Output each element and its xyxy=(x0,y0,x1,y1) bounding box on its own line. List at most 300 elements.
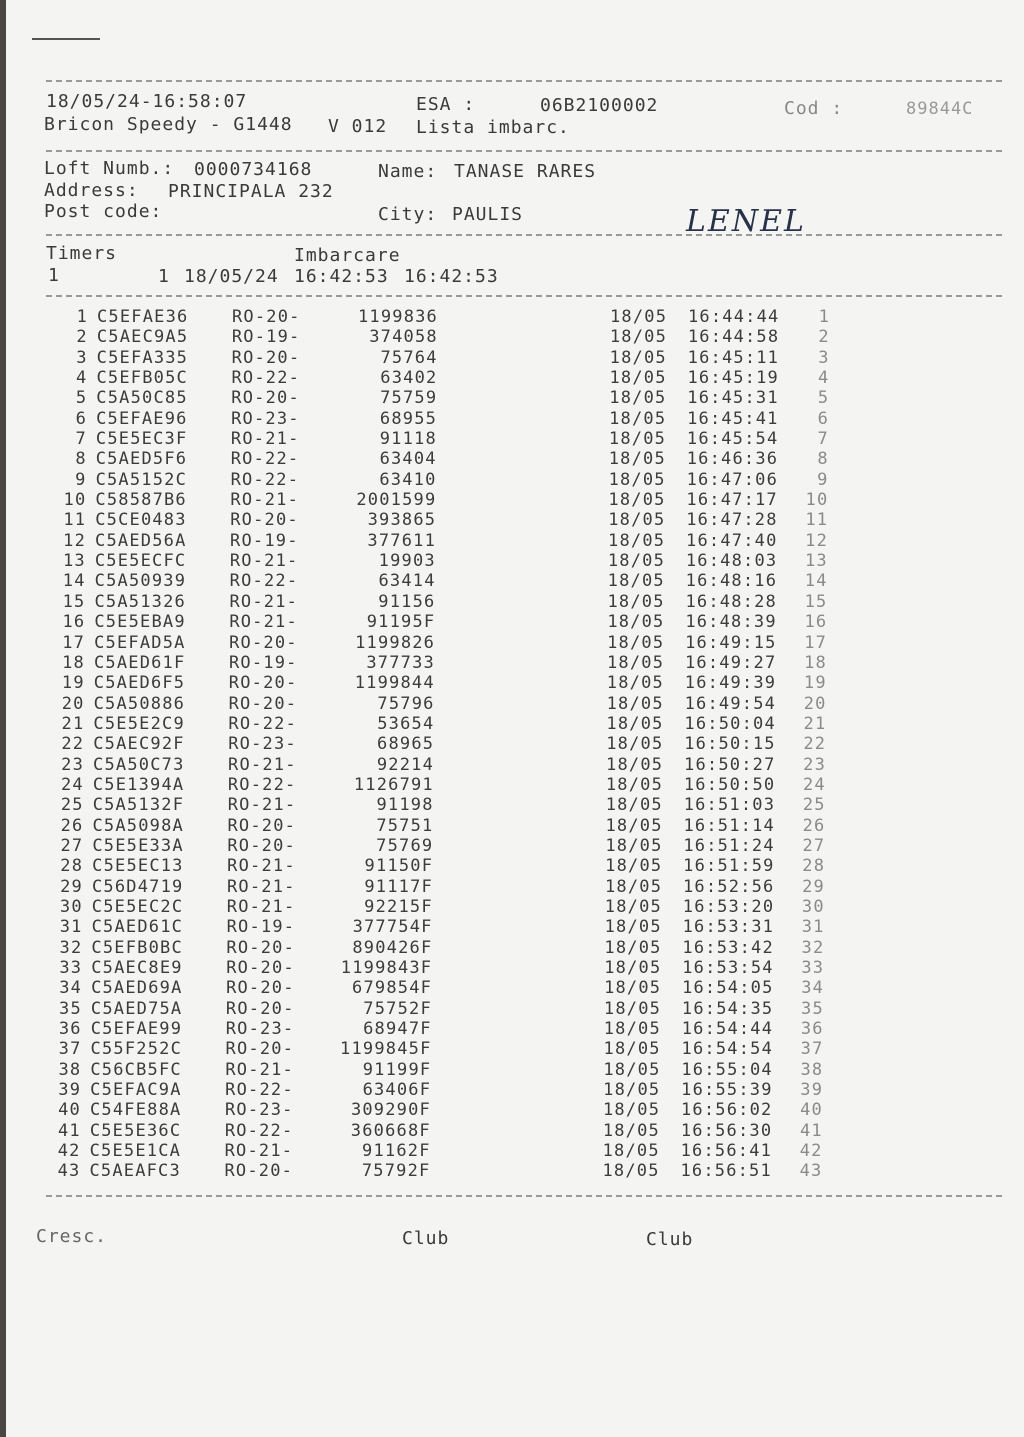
row-index: 40 xyxy=(800,1100,823,1121)
ring-code: C5EFAD5A xyxy=(94,632,186,653)
arrival-date: 18/05 xyxy=(604,958,662,978)
ring-country-year: RO-21- xyxy=(229,551,299,572)
row-index: 31 xyxy=(801,917,825,938)
ring-number: 309290F xyxy=(350,1100,431,1121)
ring-country-year: RO-19- xyxy=(226,917,296,938)
ring-country-year: RO-23- xyxy=(224,1100,294,1121)
arrival-date: 18/05 xyxy=(607,632,665,653)
ring-country-year: RO-21- xyxy=(230,429,300,450)
ring-number: 2001599 xyxy=(356,490,437,511)
ring-code: C5E5E33A xyxy=(92,835,184,856)
ring-country-year: RO-21- xyxy=(225,1059,294,1080)
table-row xyxy=(5,409,1023,429)
row-index: 29 xyxy=(802,876,825,897)
row-number: 17 xyxy=(62,632,86,653)
table-row xyxy=(0,1141,1017,1161)
row-index: 15 xyxy=(804,591,828,612)
arrival-date: 18/05 xyxy=(605,774,664,795)
arrival-date: 18/05 xyxy=(607,612,665,633)
row-number: 28 xyxy=(60,856,84,877)
arrival-time: 16:45:11 xyxy=(687,347,780,368)
arrival-date: 18/05 xyxy=(605,815,663,836)
ring-number: 91150F xyxy=(364,856,434,877)
row-number: 19 xyxy=(61,673,85,694)
ring-country-year: RO-21- xyxy=(228,754,297,775)
ring-country-year: RO-21- xyxy=(229,612,298,633)
timer-time-end: 16:42:53 xyxy=(404,266,499,287)
row-index: 36 xyxy=(800,1019,824,1040)
cresc-label: Cresc. xyxy=(36,1226,108,1247)
arrival-time: 16:51:59 xyxy=(683,856,775,877)
row-index: 16 xyxy=(804,612,828,633)
arrival-time: 16:47:40 xyxy=(686,530,778,551)
ring-code: C5EFAE36 xyxy=(97,307,189,327)
arrival-time: 16:53:20 xyxy=(682,896,775,917)
timer-count: 1 xyxy=(158,266,170,287)
table-row xyxy=(0,1039,1018,1059)
table-row xyxy=(4,531,1022,551)
row-number: 10 xyxy=(63,490,87,511)
arrival-date: 18/05 xyxy=(608,510,666,531)
ring-code: C5AED61F xyxy=(93,652,186,673)
address-label: Address: xyxy=(44,180,139,201)
row-number: 2 xyxy=(76,327,88,348)
arrival-time: 16:54:35 xyxy=(681,998,774,1019)
ring-country-year: RO-21- xyxy=(224,1141,294,1162)
ring-country-year: RO-22- xyxy=(230,449,300,470)
ring-number: 75769 xyxy=(376,835,434,856)
row-number: 7 xyxy=(75,429,87,450)
row-index: 10 xyxy=(805,490,829,511)
row-index: 19 xyxy=(803,673,827,694)
arrival-date: 18/05 xyxy=(605,856,663,877)
ring-number: 63404 xyxy=(379,449,437,470)
row-number: 9 xyxy=(75,469,87,490)
address-value: PRINCIPALA 232 xyxy=(168,181,334,202)
ring-number: 75792F xyxy=(361,1161,431,1182)
arrival-date: 18/05 xyxy=(603,1019,661,1040)
row-index: 25 xyxy=(802,795,826,816)
ring-number: 91195F xyxy=(366,612,436,633)
row-index: 4 xyxy=(818,368,830,389)
row-index: 34 xyxy=(801,978,825,999)
ring-code: C5EFAC9A xyxy=(90,1080,182,1101)
ring-number: 91118 xyxy=(379,429,437,450)
ring-number: 360668F xyxy=(350,1120,431,1141)
arrival-time: 16:54:44 xyxy=(681,1019,774,1040)
ring-country-year: RO-19- xyxy=(230,530,299,551)
ring-country-year: RO-20- xyxy=(231,388,300,409)
row-index: 20 xyxy=(803,693,827,714)
ring-country-year: RO-22- xyxy=(224,1120,294,1141)
list-title: Lista imbarc. xyxy=(416,117,570,138)
row-index: 35 xyxy=(801,998,824,1019)
device-name: Bricon Speedy - G1448 xyxy=(44,114,293,135)
row-index: 41 xyxy=(799,1120,823,1141)
ring-country-year: RO-20- xyxy=(226,958,295,978)
ring-number: 63406F xyxy=(362,1080,432,1101)
row-index: 37 xyxy=(800,1039,824,1060)
row-index: 14 xyxy=(804,571,828,592)
ring-number: 377611 xyxy=(367,530,437,551)
ring-number: 92215F xyxy=(364,896,433,917)
arrival-time: 16:48:03 xyxy=(685,551,778,572)
city-value: PAULIS xyxy=(452,204,524,225)
arrival-date: 18/05 xyxy=(605,835,663,856)
row-index: 2 xyxy=(818,327,830,348)
ring-number: 68965 xyxy=(377,734,435,755)
row-number: 22 xyxy=(61,734,85,755)
row-index: 13 xyxy=(804,551,828,572)
arrival-time: 16:50:50 xyxy=(683,774,776,795)
printed-receipt xyxy=(6,0,1024,1437)
ring-code: C5E5E1CA xyxy=(89,1141,182,1162)
arrival-time: 16:55:04 xyxy=(681,1059,773,1080)
ring-country-year: RO-20- xyxy=(228,673,298,694)
club-label-1: Club xyxy=(402,1228,450,1249)
ring-code: C5A50886 xyxy=(93,693,186,714)
table-row xyxy=(4,510,1022,530)
ring-number: 91162F xyxy=(362,1141,431,1162)
loft-number-label: Loft Numb.: xyxy=(44,158,175,179)
row-number: 18 xyxy=(62,652,85,673)
arrival-date: 18/05 xyxy=(606,754,664,775)
ring-code: C56CB5FC xyxy=(90,1059,182,1080)
ring-country-year: RO-20- xyxy=(228,693,298,714)
ring-code: C5AED5F6 xyxy=(95,449,188,470)
row-number: 16 xyxy=(62,612,86,633)
ring-number: 68947F xyxy=(363,1019,432,1040)
ring-country-year: RO-20- xyxy=(230,510,299,531)
ring-code: C5EFA335 xyxy=(96,347,189,368)
arrival-time: 16:47:06 xyxy=(686,469,779,490)
ring-country-year: RO-20- xyxy=(227,815,297,836)
arrival-time: 16:45:54 xyxy=(686,429,779,450)
row-number: 23 xyxy=(61,754,85,775)
arrival-date: 18/05 xyxy=(608,530,666,551)
ring-country-year: RO-21- xyxy=(226,896,296,917)
arrival-time: 16:54:54 xyxy=(681,1039,774,1060)
table-row xyxy=(1,897,1019,917)
ring-number: 75759 xyxy=(380,388,438,409)
row-index: 6 xyxy=(817,408,830,429)
ring-code: C5E5EC3F xyxy=(95,429,188,450)
ring-code: C56D4719 xyxy=(91,876,184,897)
row-number: 26 xyxy=(60,815,84,836)
row-number: 4 xyxy=(76,368,88,389)
ring-country-year: RO-20- xyxy=(225,998,295,1019)
row-index: 3 xyxy=(818,347,830,368)
row-number: 33 xyxy=(59,958,83,978)
arrival-date: 18/05 xyxy=(604,876,663,897)
table-row xyxy=(2,714,1020,734)
ring-country-year: RO-21- xyxy=(227,856,296,877)
arrival-time: 16:48:16 xyxy=(685,571,778,592)
arrival-time: 16:51:14 xyxy=(683,815,775,836)
arrival-time: 16:46:36 xyxy=(686,449,779,470)
ring-number: 1199845F xyxy=(340,1039,432,1060)
arrival-date: 18/05 xyxy=(607,571,665,592)
timer-id: 1 xyxy=(48,265,60,286)
ring-country-year: RO-20- xyxy=(226,978,295,999)
ring-code: C5AED56A xyxy=(95,530,187,551)
row-number: 42 xyxy=(57,1141,81,1162)
ring-number: 890426F xyxy=(352,937,433,958)
ring-code: C5A51326 xyxy=(94,591,186,612)
table-row xyxy=(2,755,1020,775)
table-row xyxy=(0,1161,1016,1181)
ring-code: C5A50C85 xyxy=(96,388,188,409)
row-index: 17 xyxy=(804,632,828,653)
arrival-date: 18/05 xyxy=(602,1100,661,1121)
ring-number: 63414 xyxy=(378,571,436,592)
timer-date: 18/05/24 xyxy=(184,266,279,287)
row-number: 8 xyxy=(75,449,87,470)
row-index: 23 xyxy=(803,754,827,775)
arrival-date: 18/05 xyxy=(608,429,667,450)
arrival-date: 18/05 xyxy=(609,368,667,389)
arrival-time: 16:53:54 xyxy=(682,958,774,978)
table-row xyxy=(0,999,1018,1019)
row-number: 41 xyxy=(57,1120,81,1141)
row-number: 31 xyxy=(59,917,83,938)
esa-label: ESA : xyxy=(416,94,476,115)
arrival-date: 18/05 xyxy=(604,896,662,917)
row-index: 33 xyxy=(801,958,825,978)
table-row xyxy=(1,856,1019,876)
table-row xyxy=(3,673,1021,693)
ring-number: 377754F xyxy=(352,917,433,938)
ring-code: C5E5EBA9 xyxy=(94,612,186,633)
ring-number: 1199844 xyxy=(354,673,435,694)
table-row xyxy=(0,1019,1018,1039)
ring-code: C5A50C73 xyxy=(93,754,185,775)
owner-name: TANASE RARES xyxy=(454,161,597,182)
table-row xyxy=(1,836,1019,856)
ring-number: 1199826 xyxy=(355,632,436,653)
row-number: 27 xyxy=(60,835,84,856)
row-number: 12 xyxy=(63,530,87,551)
ring-country-year: RO-21- xyxy=(230,490,299,511)
arrival-date: 18/05 xyxy=(607,551,666,572)
ring-code: C5AED69A xyxy=(91,978,183,999)
row-number: 6 xyxy=(75,408,88,429)
row-index: 1 xyxy=(818,307,830,327)
arrival-date: 18/05 xyxy=(604,937,662,958)
row-index: 7 xyxy=(817,429,829,450)
table-row xyxy=(3,694,1021,714)
arrival-date: 18/05 xyxy=(606,652,665,673)
ring-number: 75796 xyxy=(377,693,435,714)
table-row xyxy=(4,571,1022,591)
ring-number: 63402 xyxy=(380,368,438,389)
ring-code: C5E5E2C9 xyxy=(93,713,185,734)
ring-code: C5AEC8E9 xyxy=(91,958,183,978)
ring-number: 91156 xyxy=(378,591,436,612)
row-index: 26 xyxy=(802,815,826,836)
row-number: 5 xyxy=(75,388,88,409)
imbarcare-label: Imbarcare xyxy=(294,245,401,266)
ring-number: 374058 xyxy=(369,327,438,348)
ring-number: 75751 xyxy=(376,815,434,836)
row-number: 21 xyxy=(61,713,85,734)
table-row xyxy=(5,368,1023,388)
table-row xyxy=(0,1080,1017,1100)
divider xyxy=(46,234,1002,236)
arrival-time: 16:51:03 xyxy=(683,795,776,816)
arrival-date: 18/05 xyxy=(608,449,666,470)
ring-country-year: RO-20- xyxy=(224,1161,294,1182)
row-number: 25 xyxy=(60,795,84,816)
arrival-date: 18/05 xyxy=(606,673,664,694)
ring-number: 53654 xyxy=(377,713,435,734)
table-row xyxy=(6,327,1024,347)
row-number: 11 xyxy=(63,510,87,531)
row-number: 3 xyxy=(76,347,88,368)
ring-country-year: RO-20- xyxy=(232,307,301,327)
arrival-time: 16:53:31 xyxy=(682,917,775,938)
ring-number: 75764 xyxy=(380,347,438,368)
row-number: 24 xyxy=(61,774,84,795)
handwritten-note: LENEL xyxy=(686,204,806,239)
row-index: 27 xyxy=(802,835,826,856)
row-number: 20 xyxy=(61,693,85,714)
divider xyxy=(46,150,1002,152)
row-number: 32 xyxy=(59,937,83,958)
paper-fold-mark xyxy=(32,38,100,40)
row-number: 39 xyxy=(58,1080,82,1101)
divider xyxy=(46,80,1002,82)
ring-country-year: RO-23- xyxy=(231,408,300,429)
arrival-time: 16:45:41 xyxy=(687,408,779,429)
ring-code: C5AEAFC3 xyxy=(89,1161,181,1182)
table-row xyxy=(1,917,1019,937)
table-row xyxy=(5,429,1023,449)
ring-number: 679854F xyxy=(352,978,433,999)
ring-country-year: RO-20- xyxy=(227,835,296,856)
arrival-date: 18/05 xyxy=(610,307,668,327)
row-index: 24 xyxy=(803,774,826,795)
ring-number: 91117F xyxy=(364,876,433,897)
table-row xyxy=(3,612,1021,632)
ring-code: C58587B6 xyxy=(95,490,187,511)
row-index: 8 xyxy=(817,449,829,470)
table-row xyxy=(5,449,1023,469)
arrival-time: 16:49:27 xyxy=(684,652,777,673)
row-index: 11 xyxy=(805,510,829,531)
ring-country-year: RO-22- xyxy=(228,713,298,734)
table-row xyxy=(4,490,1022,510)
table-row xyxy=(4,551,1022,571)
ring-number: 75752F xyxy=(363,998,432,1019)
row-index: 22 xyxy=(803,734,827,755)
row-number: 13 xyxy=(62,551,86,572)
entries-list xyxy=(6,307,1024,1182)
row-index: 28 xyxy=(802,856,826,877)
ring-number: 68955 xyxy=(379,408,438,429)
table-row xyxy=(5,388,1023,408)
row-number: 30 xyxy=(59,896,83,917)
divider xyxy=(46,295,1002,297)
ring-code: C5A5132F xyxy=(92,795,185,816)
arrival-time: 16:50:04 xyxy=(684,713,776,734)
arrival-date: 18/05 xyxy=(608,490,666,511)
ring-number: 63410 xyxy=(379,469,437,490)
row-number: 34 xyxy=(59,978,83,999)
ring-code: C5EFAE96 xyxy=(96,408,188,429)
ring-code: C5A5152C xyxy=(95,469,188,490)
arrival-date: 18/05 xyxy=(605,795,663,816)
arrival-date: 18/05 xyxy=(603,1039,661,1060)
table-row xyxy=(0,958,1018,978)
row-index: 21 xyxy=(803,713,827,734)
table-row xyxy=(0,1121,1017,1141)
ring-code: C5EFB05C xyxy=(96,368,188,389)
row-number: 15 xyxy=(62,591,86,612)
table-row xyxy=(6,307,1024,327)
row-index: 30 xyxy=(801,896,825,917)
ring-country-year: RO-22- xyxy=(225,1080,294,1101)
cod-value: 89844C xyxy=(906,99,974,119)
arrival-date: 18/05 xyxy=(608,469,666,490)
arrival-time: 16:52:56 xyxy=(682,876,775,897)
arrival-time: 16:56:02 xyxy=(680,1100,773,1121)
table-row xyxy=(3,592,1021,612)
arrival-time: 16:56:41 xyxy=(680,1141,773,1162)
ring-code: C5EFB0BC xyxy=(91,937,183,958)
ring-number: 1126791 xyxy=(353,774,434,795)
arrival-time: 16:53:42 xyxy=(682,937,774,958)
name-label: Name: xyxy=(378,161,438,182)
table-row xyxy=(0,1100,1017,1120)
arrival-date: 18/05 xyxy=(606,734,664,755)
device-version: V 012 xyxy=(328,116,388,137)
ring-number: 92214 xyxy=(376,754,435,775)
ring-code: C5AED6F5 xyxy=(93,673,186,694)
arrival-date: 18/05 xyxy=(606,693,664,714)
cod-label: Cod : xyxy=(784,98,844,119)
row-number: 29 xyxy=(60,876,83,897)
row-index: 5 xyxy=(817,388,830,409)
table-row xyxy=(0,938,1018,958)
ring-number: 1199836 xyxy=(357,307,438,327)
city-label: City: xyxy=(378,204,438,225)
ring-country-year: RO-20- xyxy=(226,937,296,958)
timers-label: Timers xyxy=(46,243,118,264)
ring-country-year: RO-19- xyxy=(231,327,301,348)
ring-country-year: RO-20- xyxy=(225,1039,295,1060)
arrival-time: 16:55:39 xyxy=(681,1080,773,1101)
arrival-time: 16:45:31 xyxy=(687,388,779,409)
arrival-date: 18/05 xyxy=(609,347,667,368)
ring-country-year: RO-20- xyxy=(229,632,298,653)
divider xyxy=(46,1195,1002,1197)
ring-code: C5AEC92F xyxy=(93,734,185,755)
arrival-time: 16:47:28 xyxy=(686,510,778,531)
arrival-time: 16:48:39 xyxy=(685,612,777,633)
arrival-date: 18/05 xyxy=(604,917,662,938)
row-number: 43 xyxy=(57,1161,81,1182)
arrival-time: 16:45:19 xyxy=(687,368,779,389)
arrival-date: 18/05 xyxy=(602,1120,660,1141)
ring-number: 91198 xyxy=(376,795,434,816)
arrival-date: 18/05 xyxy=(602,1161,660,1182)
row-number: 14 xyxy=(62,571,86,592)
arrival-time: 16:50:15 xyxy=(684,734,776,755)
ring-country-year: RO-20- xyxy=(231,347,301,368)
arrival-date: 18/05 xyxy=(609,408,667,429)
table-row xyxy=(2,816,1020,836)
